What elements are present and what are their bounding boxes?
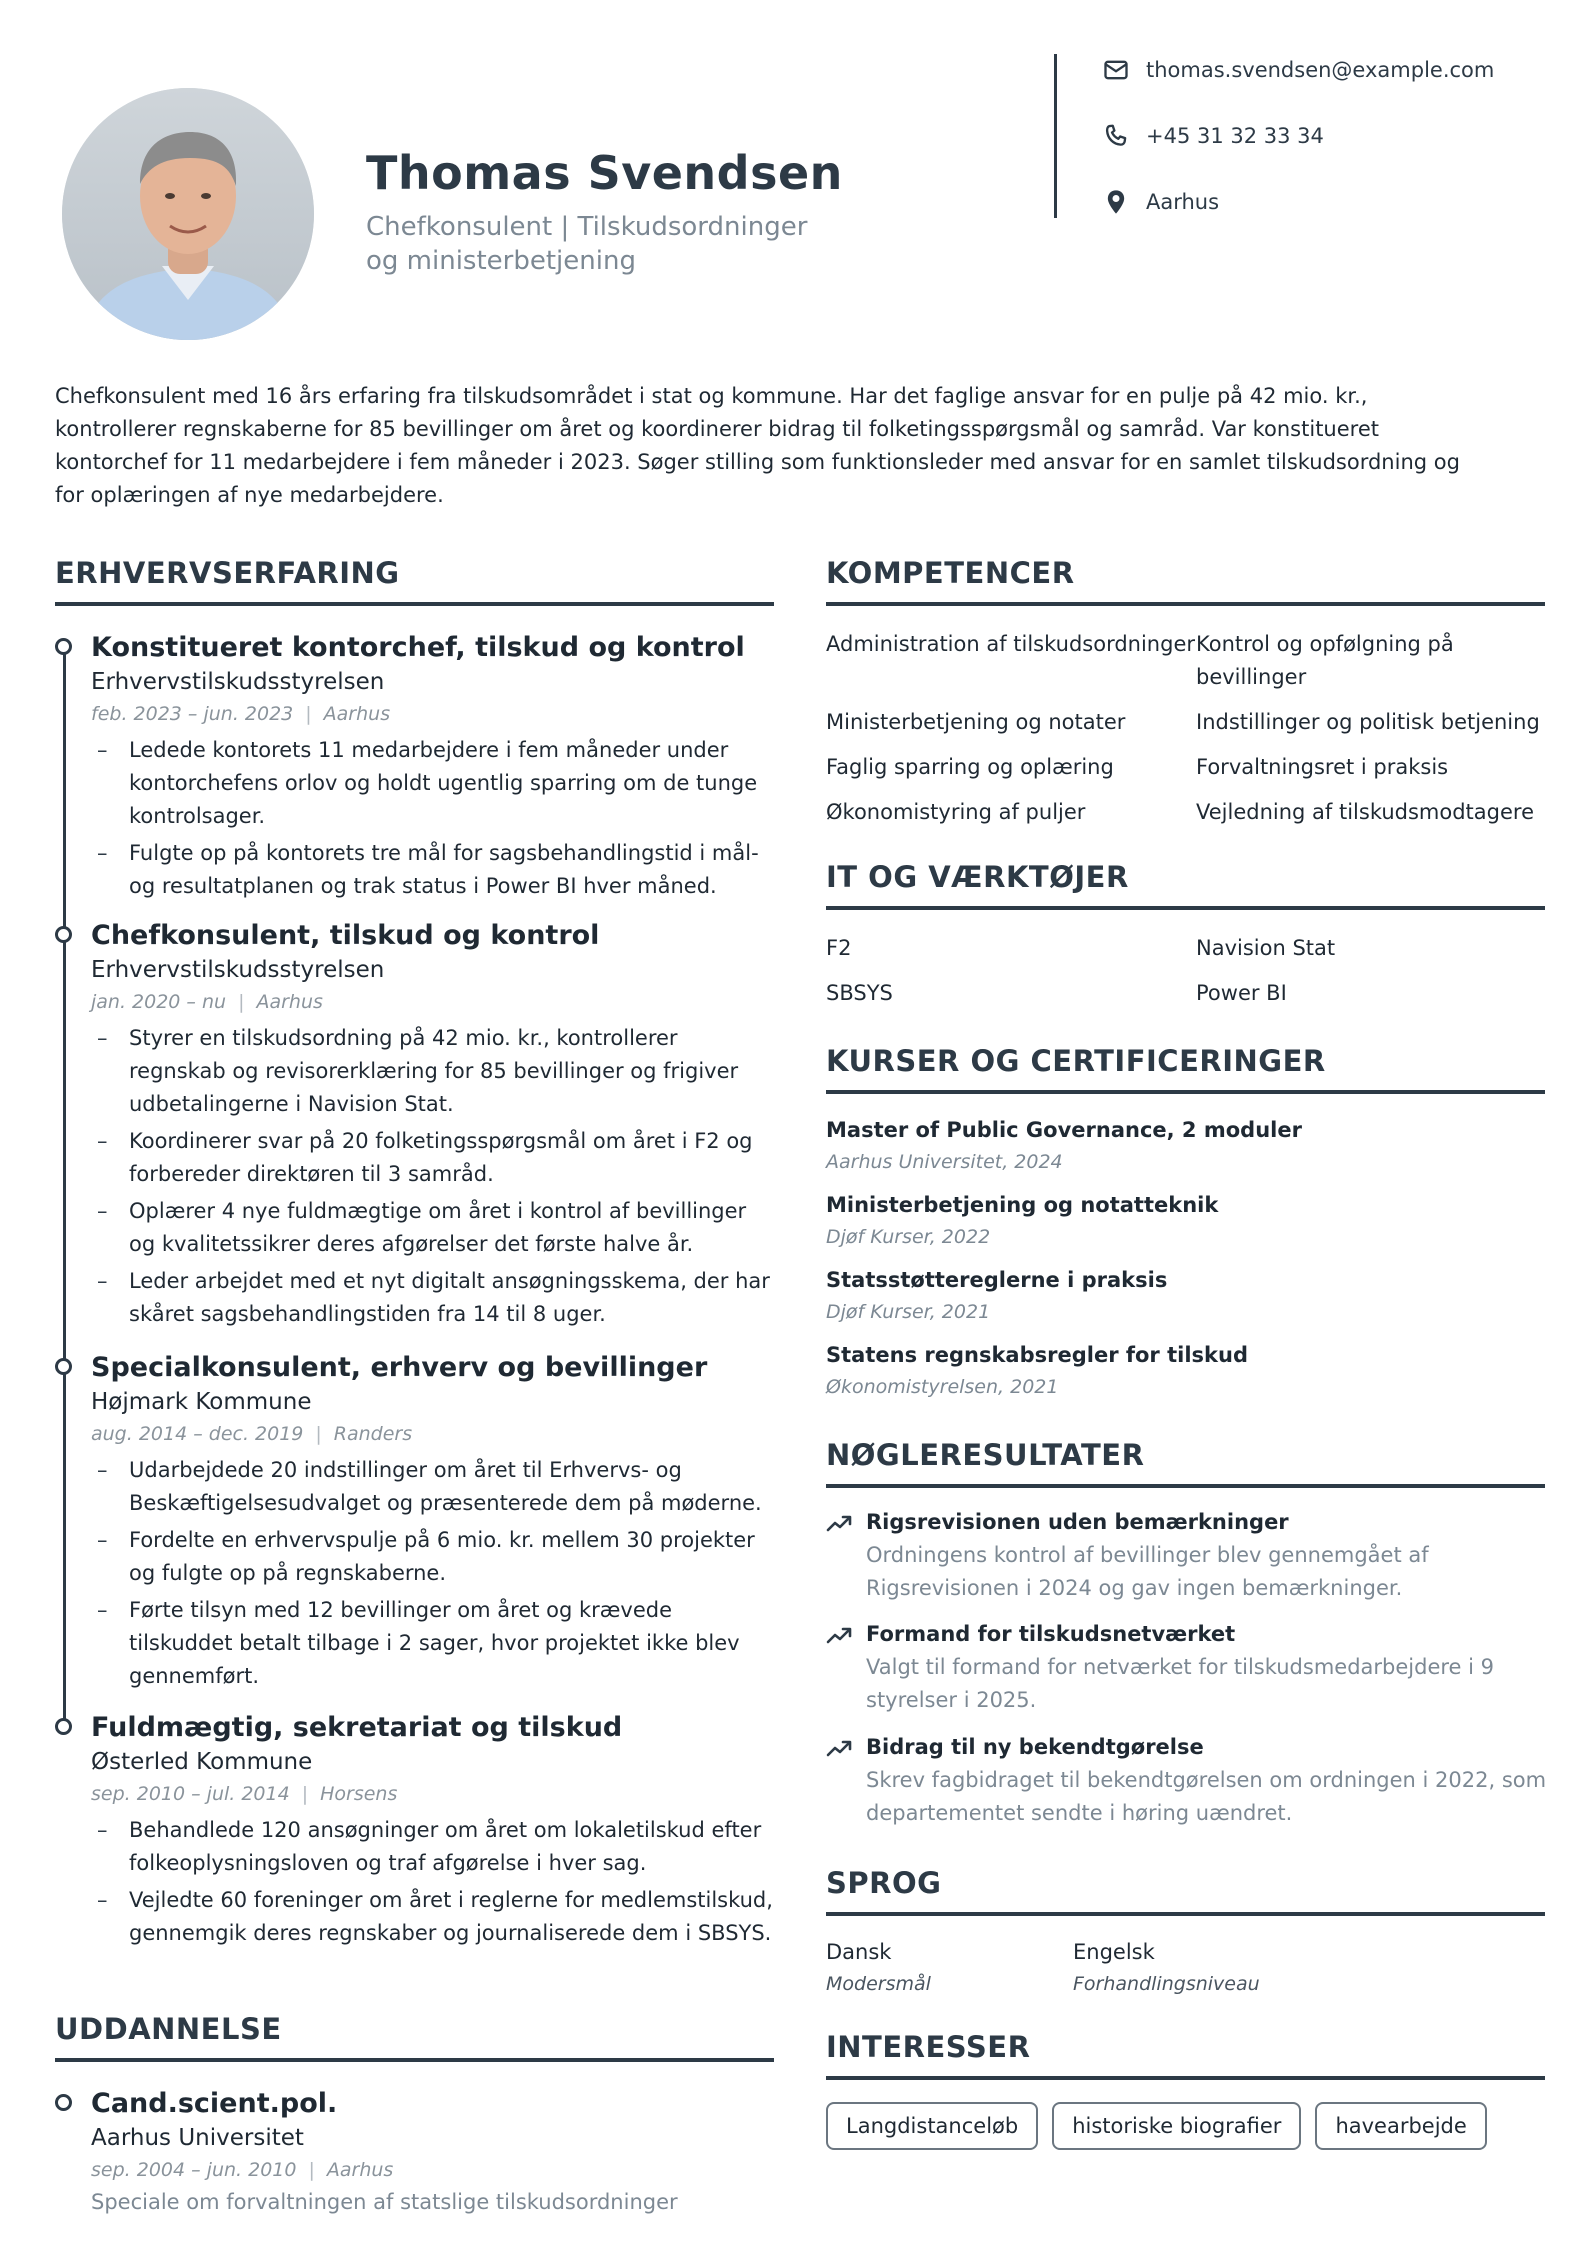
job-bullet: – Ledede kontorets 11 medarbejdere i fem måneder under kontorchefens orlov og holdt ugentlig sparring om de tunge kontrolsager. [91, 734, 775, 833]
result-description: Ordningens kontrol af bevillinger blev gennemgået af Rigsrevisionen i 2024 og gav ingen bemærkninger. [866, 1543, 1429, 1600]
interests-heading: INTERESSER [826, 2030, 1031, 2064]
interests-list [826, 2102, 1487, 2150]
education-heading: UDDANNELSE [55, 2012, 282, 2046]
result-title: Bidrag til ny bekendtgørelse [866, 1735, 1204, 1759]
job-place: Horsens [320, 1783, 398, 1805]
course-title: Master of Public Governance, 2 moduler [826, 1118, 1302, 1142]
job-meta: jan. 2020 – nu | Aarhus [91, 991, 323, 1013]
results-heading: NØGLERESULTATER [826, 1438, 1145, 1472]
job-bullets [91, 734, 775, 903]
experience-heading: ERHVERVSERFARING [55, 556, 400, 590]
course-entry [826, 1264, 1546, 1327]
education-place: Aarhus [326, 2159, 394, 2181]
languages-rule [826, 1912, 1545, 1916]
language-name: Dansk [826, 1940, 892, 1964]
experience-rule [55, 602, 774, 606]
course-entry [826, 1339, 1546, 1402]
interest-chip: Langdistanceløb [826, 2102, 1038, 2150]
course-title: Statens regnskabsregler for tilskud [826, 1343, 1248, 1367]
tool-item: SBSYS [826, 981, 893, 1005]
job-entry [55, 1350, 775, 1693]
profile-summary: Chefkonsulent med 16 års erfaring fra tilskudsområdet i stat og kommune. Har det faglige ansvar for en pulje på 42 mio. kr., kontrollerer regnskaberne for 85 bevillinger om året og koordinerer bidrag til folketingsspørgsmål og samråd. Var konstitueret kontorchef for 11 medarbejdere i fem måneder i 2023. Søger stilling som funktionsleder med ansvar for en samlet tilskudsordning og for oplæringen af nye medarbejdere. [55, 384, 1460, 507]
skill-item: Indstillinger og politisk betjening [1196, 710, 1540, 734]
profile-photo [62, 88, 314, 340]
mail-icon [1102, 56, 1130, 84]
job-period: jan. 2020 – nu [91, 991, 227, 1013]
course-title: Ministerbetjening og notatteknik [826, 1193, 1219, 1217]
education-meta: sep. 2004 – jun. 2010 | Aarhus [91, 2159, 394, 2181]
timeline-dot [55, 2094, 72, 2111]
skills-heading: KOMPETENCER [826, 556, 1075, 590]
education-period: sep. 2004 – jun. 2010 [91, 2159, 297, 2181]
course-source: Djøf Kurser, 2022 [826, 1226, 991, 1248]
course-source: Aarhus Universitet, 2024 [826, 1151, 1063, 1173]
course-entry [826, 1189, 1546, 1252]
job-bullet: – Udarbejdede 20 indstillinger om året til Erhvervs- og Beskæftigelsesudvalget og præsenterede dem på møderne. [91, 1454, 775, 1520]
job-bullet: – Styrer en tilskudsordning på 42 mio. kr., kontrollerer regnskab og revisorerklæring for 85 bevillinger og frigiver udbetalingerne i Navision Stat. [91, 1022, 775, 1121]
candidate-title: Chefkonsulent | Tilskudsordninger og ministerbetjening [366, 212, 808, 276]
tool-item: F2 [826, 936, 852, 960]
course-entry [826, 1114, 1546, 1177]
language-entry [826, 1936, 931, 1999]
result-description: Valgt til formand for netværket for tilskudsmedarbejdere i 9 styrelser i 2025. [866, 1655, 1495, 1712]
education-entry [55, 2086, 775, 2218]
job-bullets [91, 1454, 775, 1693]
candidate-name: Thomas Svendsen [366, 146, 843, 200]
skill-item: Vejledning af tilskudsmodtagere [1196, 800, 1534, 824]
job-bullets [91, 1814, 775, 1950]
tools-list [826, 932, 1546, 1010]
education-rule [55, 2058, 774, 2062]
courses-heading: KURSER OG CERTIFICERINGER [826, 1044, 1326, 1078]
interest-chip: historiske biografier [1052, 2102, 1301, 2150]
job-bullet: – Vejledte 60 foreninger om året i reglerne for medlemstilskud, gennemgik deres regnskaber og journaliserede dem i SBSYS. [91, 1884, 775, 1950]
language-level: Forhandlingsniveau [1073, 1973, 1260, 1995]
contact-location [1102, 182, 1219, 222]
result-entry [826, 1731, 1556, 1830]
tools-rule [826, 906, 1545, 910]
job-place: Randers [333, 1423, 413, 1445]
job-title: Konstitueret kontorchef, tilskud og kontrol [91, 632, 745, 663]
job-entry [55, 1710, 775, 1950]
trend-up-icon [826, 1512, 852, 1534]
course-title: Statsstøttereglerne i praksis [826, 1268, 1168, 1292]
course-source: Økonomistyrelsen, 2021 [826, 1376, 1059, 1398]
result-entry [826, 1506, 1556, 1605]
skill-item: Administration af tilskudsordninger [826, 632, 1195, 656]
person-portrait-icon [62, 88, 314, 340]
job-meta: aug. 2014 – dec. 2019 | Randers [91, 1423, 413, 1445]
job-meta: sep. 2010 – jul. 2014 | Horsens [91, 1783, 398, 1805]
skill-item: Kontrol og opfølgning på bevillinger [1196, 632, 1454, 689]
interests-rule [826, 2076, 1545, 2080]
job-bullet: – Fulgte op på kontorets tre mål for sagsbehandlingstid i mål- og resultatplanen og trak status i Power BI hver måned. [91, 837, 775, 903]
job-bullet: – Førte tilsyn med 12 bevillinger om året og krævede tilskuddet betalt tilbage i 2 sager, hvor projektet ikke blev gennemført. [91, 1594, 775, 1693]
contact-divider [1054, 54, 1057, 218]
contact-email [1102, 50, 1494, 90]
courses-rule [826, 1090, 1545, 1094]
timeline-dot [55, 926, 72, 943]
education-note: Speciale om forvaltningen af statslige tilskudsordninger [91, 2190, 678, 2214]
interest-chip: havearbejde [1315, 2102, 1486, 2150]
job-period: aug. 2014 – dec. 2019 [91, 1423, 304, 1445]
job-organization: Erhvervstilskudsstyrelsen [91, 957, 385, 983]
job-place: Aarhus [256, 991, 323, 1013]
email-text: thomas.svendsen@example.com [1146, 58, 1495, 82]
skills-list [826, 628, 1546, 829]
job-organization: Østerled Kommune [91, 1749, 313, 1775]
course-source: Djøf Kurser, 2021 [826, 1301, 991, 1323]
job-organization: Erhvervstilskudsstyrelsen [91, 669, 385, 695]
result-description: Skrev fagbidraget til bekendtgørelsen om ordningen i 2022, som departementet sendte i høring uændret. [866, 1768, 1547, 1825]
languages-heading: SPROG [826, 1866, 942, 1900]
skill-item: Forvaltningsret i praksis [1196, 755, 1449, 779]
tool-item: Navision Stat [1196, 936, 1336, 960]
trend-up-icon [826, 1737, 852, 1759]
trend-up-icon [826, 1624, 852, 1646]
phone-text: +45 31 32 33 34 [1146, 124, 1324, 148]
job-entry [55, 918, 775, 1331]
result-title: Formand for tilskudsnetværket [866, 1622, 1236, 1646]
tools-heading: IT OG VÆRKTØJER [826, 860, 1129, 894]
skill-item: Faglig sparring og oplæring [826, 755, 1114, 779]
job-title: Fuldmægtig, sekretariat og tilskud [91, 1712, 623, 1743]
phone-icon [1102, 122, 1130, 150]
location-text: Aarhus [1146, 190, 1220, 214]
timeline-dot [55, 638, 72, 655]
job-period: feb. 2023 – jun. 2023 [91, 703, 294, 725]
language-level: Modersmål [826, 1973, 931, 1995]
job-bullet: – Leder arbejdet med et nyt digitalt ansøgningsskema, der har skåret sagsbehandlingstiden fra 14 til 8 uger. [91, 1265, 775, 1331]
job-bullet: – Oplærer 4 nye fuldmægtige om året i kontrol af bevillinger og kvalitetssikrer deres afgørelser det første halve år. [91, 1195, 775, 1261]
job-place: Aarhus [323, 703, 391, 725]
result-title: Rigsrevisionen uden bemærkninger [866, 1510, 1289, 1534]
job-bullet: – Behandlede 120 ansøgninger om året om lokaletilskud efter folkeoplysningsloven og traf afgørelse i hver sag. [91, 1814, 775, 1880]
language-entry [1073, 1936, 1260, 1999]
timeline-dot [55, 1718, 72, 1735]
tool-item: Power BI [1196, 981, 1287, 1005]
job-title: Specialkonsulent, erhverv og bevillinger [91, 1352, 708, 1383]
job-meta: feb. 2023 – jun. 2023 | Aarhus [91, 703, 391, 725]
job-entry [55, 630, 775, 903]
degree-title: Cand.scient.pol. [91, 2088, 338, 2119]
job-bullet: – Fordelte en erhvervspulje på 6 mio. kr. mellem 30 projekter og fulgte op på regnskaberne. [91, 1524, 775, 1590]
school-name: Aarhus Universitet [91, 2125, 304, 2151]
results-rule [826, 1484, 1545, 1488]
job-bullets [91, 1022, 775, 1331]
contact-phone [1102, 116, 1324, 156]
timeline-dot [55, 1358, 72, 1375]
skill-item: Ministerbetjening og notater [826, 710, 1126, 734]
job-bullet: – Koordinerer svar på 20 folketingsspørgsmål om året i F2 og forbereder direktøren til 3 samråd. [91, 1125, 775, 1191]
result-entry [826, 1618, 1556, 1717]
job-organization: Højmark Kommune [91, 1389, 312, 1415]
skills-rule [826, 602, 1545, 606]
job-title: Chefkonsulent, tilskud og kontrol [91, 920, 600, 951]
skill-item: Økonomistyring af puljer [826, 800, 1086, 824]
location-pin-icon [1102, 188, 1130, 216]
language-name: Engelsk [1073, 1940, 1155, 1964]
job-period: sep. 2010 – jul. 2014 [91, 1783, 290, 1805]
